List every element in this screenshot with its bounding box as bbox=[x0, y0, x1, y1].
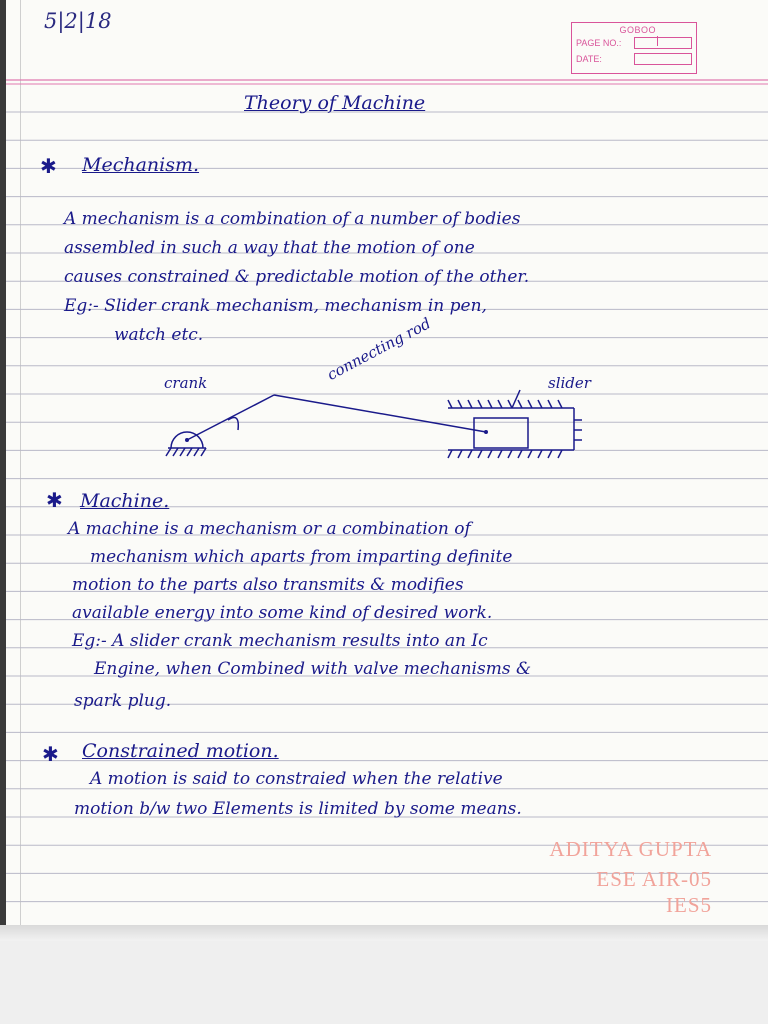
machine-heading: Machine. bbox=[80, 490, 170, 512]
page-bottom-edge bbox=[0, 925, 768, 941]
machine-line: motion to the parts also transmits & modifies bbox=[72, 575, 464, 595]
mechanism-line: assembled in such a way that the motion of one bbox=[64, 238, 475, 258]
machine-line: mechanism which aparts from imparting definite bbox=[90, 547, 513, 567]
page-date: 5|2|18 bbox=[44, 9, 112, 33]
machine-line: A machine is a mechanism or a combination of bbox=[68, 519, 471, 539]
stamp-date-label: DATE: bbox=[576, 54, 602, 64]
machine-line: Engine, when Combined with valve mechanisms & bbox=[94, 659, 532, 679]
watermark-line: ADITYA GUPTA bbox=[549, 837, 712, 861]
mechanism-line: watch etc. bbox=[114, 325, 204, 345]
stamp-date-box bbox=[634, 53, 692, 65]
machine-line: available energy into some kind of desired work. bbox=[72, 603, 493, 623]
watermark-line: IES5 bbox=[666, 893, 712, 917]
bullet-star-icon: ✱ bbox=[40, 154, 57, 178]
crank-label: crank bbox=[164, 374, 208, 392]
stamp-page-no-label: PAGE NO.: bbox=[576, 38, 622, 48]
stamp-page-no-box bbox=[634, 37, 692, 49]
stamp-brand: GOBOO bbox=[619, 25, 656, 35]
page-title: Theory of Machine bbox=[244, 92, 426, 114]
machine-line: Eg:- A slider crank mechanism results into an Ic bbox=[72, 631, 488, 651]
mechanism-line: Eg:- Slider crank mechanism, mechanism in pen, bbox=[64, 296, 487, 316]
connecting-rod-label: connecting rod bbox=[324, 314, 434, 384]
machine-line: spark plug. bbox=[74, 691, 172, 711]
mechanism-heading: Mechanism. bbox=[82, 154, 200, 176]
constrained-line: motion b/w two Elements is limited by some means. bbox=[74, 799, 522, 819]
constrained-heading: Constrained motion. bbox=[82, 740, 279, 762]
page-stamp bbox=[571, 22, 697, 74]
watermark-line: ESE AIR-05 bbox=[596, 867, 712, 891]
slider-crank-sketch bbox=[156, 360, 596, 470]
slider-label: slider bbox=[548, 374, 591, 392]
bullet-star-icon: ✱ bbox=[42, 742, 59, 766]
constrained-line: A motion is said to constraied when the relative bbox=[90, 769, 503, 789]
bullet-star-icon: ✱ bbox=[46, 488, 63, 512]
mechanism-line: causes constrained & predictable motion of the other. bbox=[64, 267, 530, 287]
mechanism-line: A mechanism is a combination of a number of bodies bbox=[64, 209, 521, 229]
